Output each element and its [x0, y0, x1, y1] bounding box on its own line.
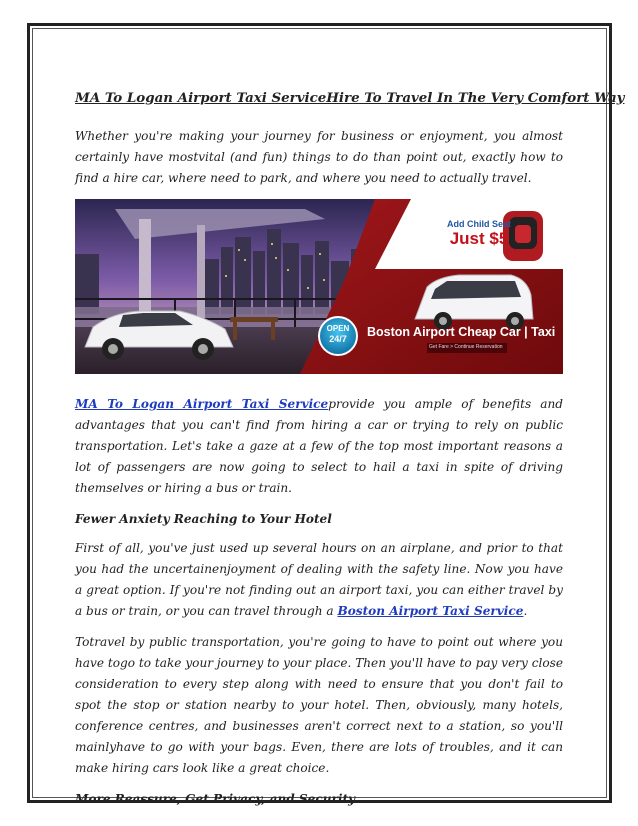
open-label: OPEN	[326, 324, 350, 333]
brand-text: Boston Airport Cheap Car | Taxi	[367, 325, 556, 339]
child-seat-label: Add Child Seat	[446, 219, 511, 229]
reservation-cta[interactable]: Get Fare > Continue Reservation	[429, 344, 503, 350]
section-heading-hotel: Fewer Anxiety Reaching to Your Hotel	[75, 512, 332, 526]
open-badge-text	[320, 324, 356, 344]
hotel-paragraph	[75, 538, 563, 622]
intro-paragraph: Whether you're making your journey for business or enjoyment, you almost certainly have mostvital (and fun) things to do than point out, exactly how to find a hire car, where need to park, and where you need to actually travel.	[75, 129, 563, 185]
promo-banner-image	[75, 199, 563, 374]
ma-logan-taxi-link[interactable]: MA To Logan Airport Taxi Service	[75, 397, 329, 411]
public-transport-paragraph: Totravel by public transportation, you're going to have to point out where you have togo to take your journey to your place. Then you'll have to pay very close consideration to every step along with need to ensure that you don't fail to spot the stop or station nearby to your hotel. Then, obviously, many hotels, conference centres, and businesses aren't correct next to a station, so you'll mainlyhave to go with your bags. Even, there are lots of troubles, and it can make hiring cars look like a great choice.	[75, 635, 563, 775]
child-seat-offer-text	[443, 219, 515, 249]
document-title: MA To Logan Airport Taxi ServiceHire To Travel In The Very Comfort Way	[75, 90, 625, 106]
boston-taxi-link[interactable]: Boston Airport Taxi Service	[337, 604, 524, 618]
child-seat-price: Just $5	[449, 229, 509, 248]
document-body	[75, 88, 625, 818]
benefits-paragraph	[75, 394, 563, 499]
hours-label: 24/7	[329, 334, 347, 344]
hotel-text: First of all, you've just used up several hours on an airplane, and prior to that you had the uncertainenjoyment of dealing with the safety line. Now you have a great option. If you're not finding out an airport taxi, you can either travel by a bus or train, or you can travel through a	[75, 541, 563, 618]
section-heading-privacy: More Reassure, Get Privacy, and Security	[75, 792, 356, 806]
hotel-text-end: .	[523, 604, 528, 618]
benefits-text: provide you ample of benefits and advantages that you can't find from hiring a car or trying to rely on public transportation. Let's take a gaze at a few of the top most important reasons a lot of passengers are now going to select to hail a taxi in spite of driving themselves or hiring a bus or train.	[75, 397, 563, 495]
